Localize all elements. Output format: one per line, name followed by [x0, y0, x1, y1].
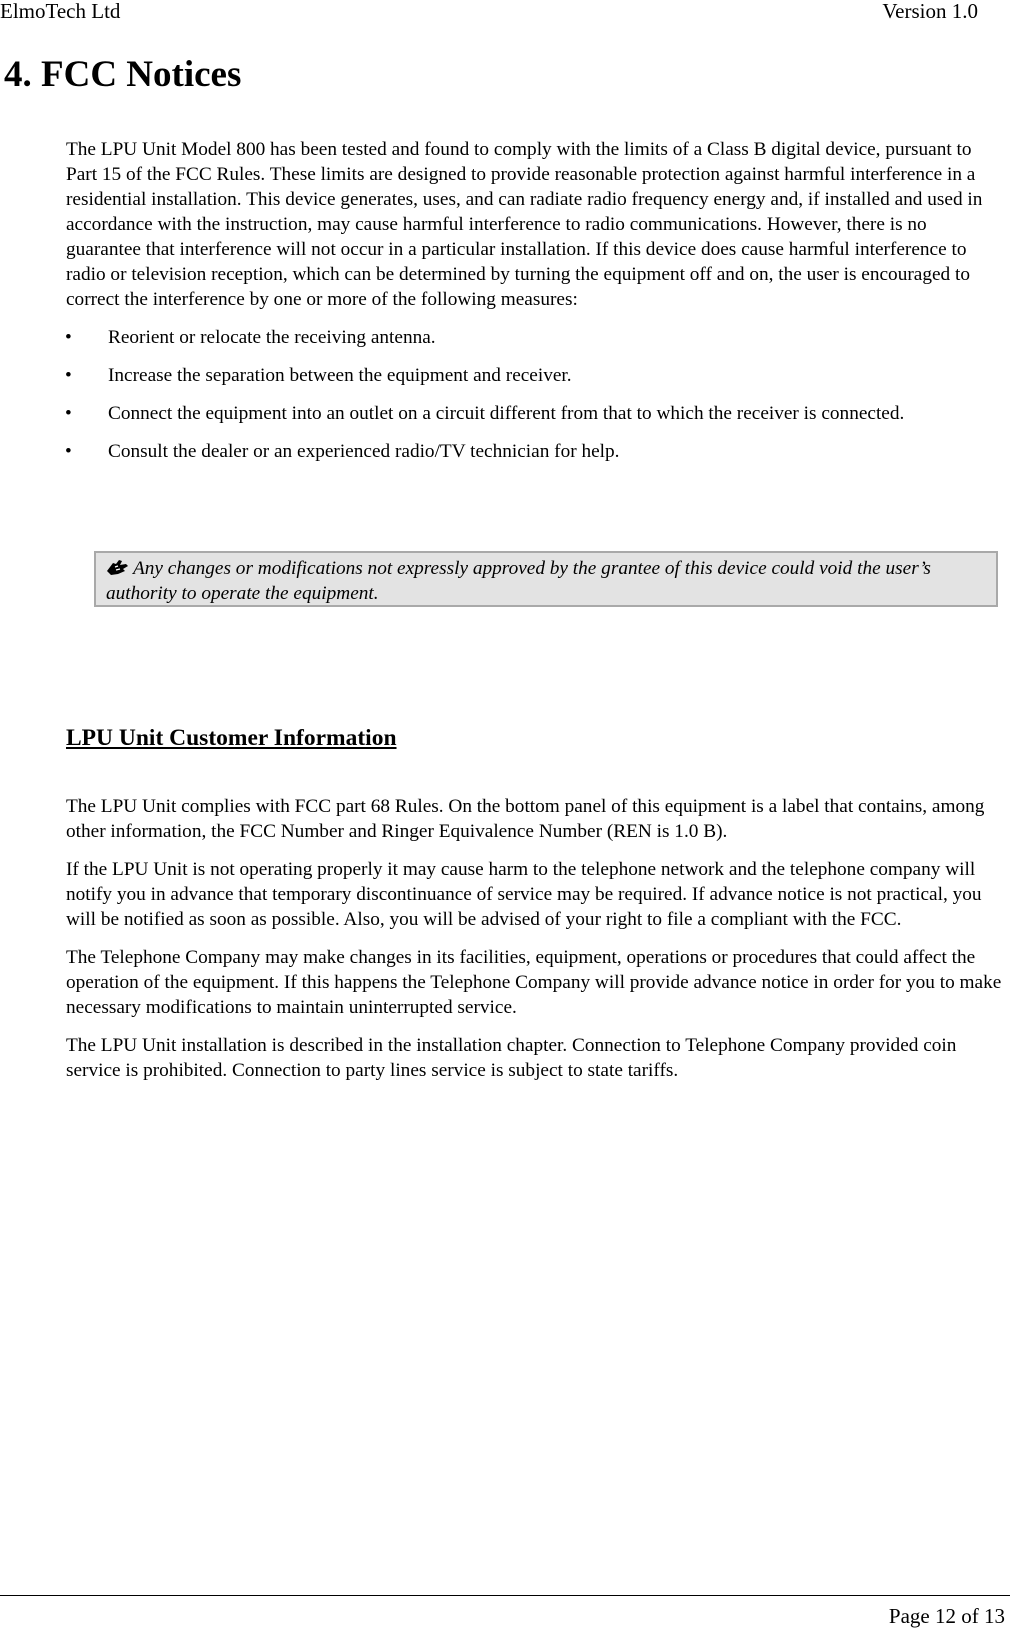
page-header	[0, 0, 978, 26]
page-number: Page 12 of 13	[888, 1604, 1005, 1628]
bullet-icon: •	[65, 441, 72, 462]
chapter-title	[4, 52, 241, 98]
bullet-icon: •	[65, 365, 72, 386]
list-item	[66, 439, 968, 464]
customer-info-paragraph: The Telephone Company may make changes in its facilities, equipment, operations or procedures that could affect the operation of the equipment. If this happens the Telephone Company will provide advance notice in order for you to make necessary modifications to maintain uninterrupted service.	[66, 947, 1002, 1018]
list-item-text: Consult the dealer or an experienced radio/TV technician for help.	[108, 441, 620, 462]
note-text: Any changes or modifications not expressly approved by the grantee of this device could void the user’s authority to operate the equipment.	[106, 558, 931, 604]
bullet-icon: •	[65, 327, 72, 348]
chapter-title-text: FCC Notices	[41, 54, 242, 95]
customer-info-body	[66, 794, 1006, 1096]
fcc-notice-body	[66, 137, 1006, 464]
customer-info-paragraph: If the LPU Unit is not operating properly it may cause harm to the telephone network and the telephone company will notify you in advance that temporary discontinuance of service may be required. If advance notice is not practical, you will be notified as soon as possible. Also, you will be advised of your right to file a compliant with the FCC.	[66, 859, 982, 930]
customer-info-heading: LPU Unit Customer Information	[66, 725, 397, 751]
footer-divider	[0, 1595, 1010, 1596]
company-name: ElmoTech Ltd	[0, 0, 121, 23]
bullet-icon: •	[65, 403, 72, 424]
document-version: Version 1.0	[882, 0, 978, 23]
list-item	[66, 325, 968, 350]
measures-list	[66, 325, 1006, 464]
modification-warning-note	[94, 551, 998, 607]
list-item-text: Connect the equipment into an outlet on a circuit different from that to which the receiver is connected.	[108, 403, 905, 424]
list-item-text: Increase the separation between the equipment and receiver.	[108, 365, 572, 386]
pointing-hand-icon	[106, 558, 130, 576]
customer-info-paragraph: The LPU Unit complies with FCC part 68 Rules. On the bottom panel of this equipment is a label that contains, among other information, the FCC Number and Ringer Equivalence Number (REN is 1.0 B).	[66, 796, 985, 842]
chapter-number: 4.	[4, 54, 32, 95]
list-item	[66, 401, 968, 426]
list-item-text: Reorient or relocate the receiving antenna.	[108, 327, 436, 348]
list-item	[66, 363, 968, 388]
fcc-intro-paragraph: The LPU Unit Model 800 has been tested and found to comply with the limits of a Class B digital device, pursuant to Part 15 of the FCC Rules. These limits are designed to provide reasonable protection against harmful interference in a residential installation. This device generates, uses, and can radiate radio frequency energy and, if installed and used in accordance with the instruction, may cause harmful interference to radio communications. However, there is no guarantee that interference will not occur in a particular installation. If this device does cause harmful interference to radio or television reception, which can be determined by turning the equipment off and on, the user is encouraged to correct the interference by one or more of the following measures:	[66, 139, 983, 310]
customer-info-paragraph: The LPU Unit installation is described in the installation chapter. Connection to Telephone Company provided coin service is prohibited. Connection to party lines service is subject to state tariffs.	[66, 1035, 957, 1081]
